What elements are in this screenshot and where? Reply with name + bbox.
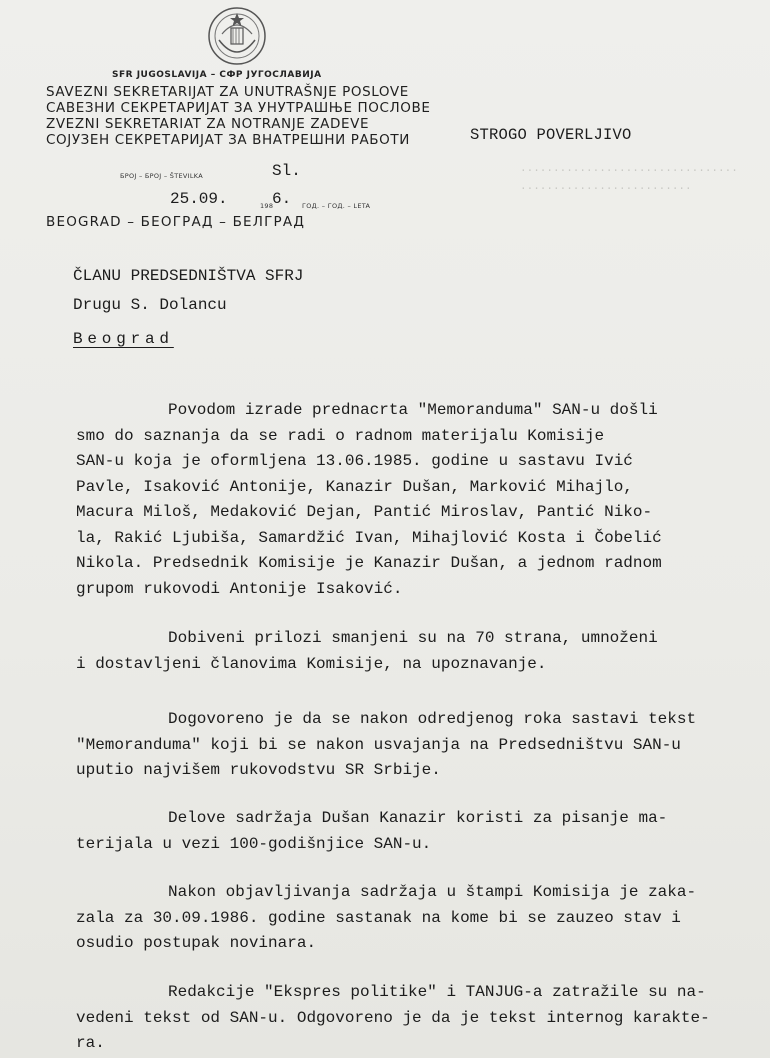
paragraph-6 [76, 980, 736, 1057]
paragraph-3 [76, 707, 736, 784]
year-prefix: 198 [260, 202, 274, 210]
paragraph-line: smo do saznanja da se radi o radnom materijalu Komisije [76, 426, 605, 445]
paragraph-line: Delove sadržaja Dušan Kanazir koristi za pisanje ma- [168, 809, 668, 827]
paragraph-line: SAN-u koja je oformljena 13.06.1985. godine u sastavu Ivić [76, 452, 633, 470]
paragraph-line: Nikola. Predsednik Komisije je Kanazir Dušan, a jednom radnom [76, 554, 662, 572]
paragraph-line: Dobiveni prilozi smanjeni su na 70 strana, umnoženi [168, 629, 658, 647]
date-value: 25.09. [170, 190, 228, 208]
recipient-city: Beograd [73, 330, 174, 348]
paragraph-4 [76, 806, 736, 857]
paragraph-line: la, Rakić Ljubiša, Samardžić Ivan, Mihajlović Kosta i Čobelić [76, 528, 662, 547]
year-label: ГОД. – ГОД. – LETA [302, 202, 371, 210]
paragraph-line: Redakcije "Ekspres politike" i TANJUG-a zatražile su na- [168, 983, 706, 1001]
paragraph-line: Povodom izrade prednacrta "Memoranduma" SAN-u došli [168, 401, 658, 419]
paragraph-line: ra. [76, 1034, 105, 1052]
number-label: БРОЈ – БРОЈ – ŠTEVILKA [120, 172, 203, 180]
paragraph-line: Nakon objavljivanja sadržaja u štampi Komisija je zaka- [168, 883, 697, 901]
paragraph-line: "Memoranduma" koji bi se nakon usvajanja na Predsedništvu SAN-u [76, 735, 681, 754]
paragraph-line: i dostavljeni članovima Komisije, na upoznavanje. [76, 654, 547, 673]
paragraph-line: zala za 30.09.1986. godine sastanak na kome bi se zauzeo stav i [76, 908, 681, 927]
paragraph-line: vedeni tekst od SAN-u. Odgovoreno je da je tekst internog karakte- [76, 1008, 710, 1027]
issuing-city: BEOGRAD – БЕОГРАД – БЕЛГРАД [46, 214, 306, 230]
classification-stamp: STROGO POVERLJIVO [470, 126, 632, 144]
number-value: Sl. [272, 162, 301, 180]
paragraph-5 [76, 880, 736, 957]
paragraph-line: Macura Miloš, Medaković Dejan, Pantić Miroslav, Pantić Niko- [76, 503, 653, 521]
paragraph-line: osudio postupak novinara. [76, 934, 317, 952]
bleed-through-marks: ................................. .......................... [520, 163, 738, 193]
country-line: SFR JUGOSLAVIJA – СФР ЈУГОСЛАВИЈА [112, 70, 322, 80]
state-emblem-icon [205, 4, 269, 68]
recipient-name: Drugu S. Dolancu [73, 296, 227, 314]
paragraph-line: uputio najvišem rukovodstvu SR Srbije. [76, 761, 441, 779]
paragraph-line: terijala u vezi 100-godišnjice SAN-u. [76, 834, 432, 853]
paragraph-line: Dogovoreno je da se nakon odredjenog roka sastavi tekst [168, 710, 697, 728]
paragraph-line: Pavle, Isaković Antonije, Kanazir Dušan, Marković Mihajlo, [76, 477, 633, 496]
ministry-line-macedonian: СОЈУЗЕН СЕКРЕТАРИЈАТ ЗА ВНАТРЕШНИ РАБОТИ [46, 132, 410, 148]
paragraph-1 [76, 398, 736, 602]
ministry-line-latin-sr: SAVEZNI SEKRETARIJAT ZA UNUTRAŠNJE POSLOVE [46, 84, 409, 100]
paragraph-line: grupom rukovodi Antonije Isaković. [76, 579, 403, 598]
ministry-line-slovenian: ZVEZNI SEKRETARIAT ZA NOTRANJE ZADEVE [46, 116, 370, 132]
recipient-title: ČLANU PREDSEDNIŠTVA SFRJ [73, 267, 304, 285]
year-value: 6. [272, 190, 292, 208]
paragraph-2 [76, 626, 736, 677]
ministry-line-cyrillic-sr: САВЕЗНИ СЕКРЕТАРИЈАТ ЗА УНУТРАШЊЕ ПОСЛОВЕ [46, 100, 431, 116]
